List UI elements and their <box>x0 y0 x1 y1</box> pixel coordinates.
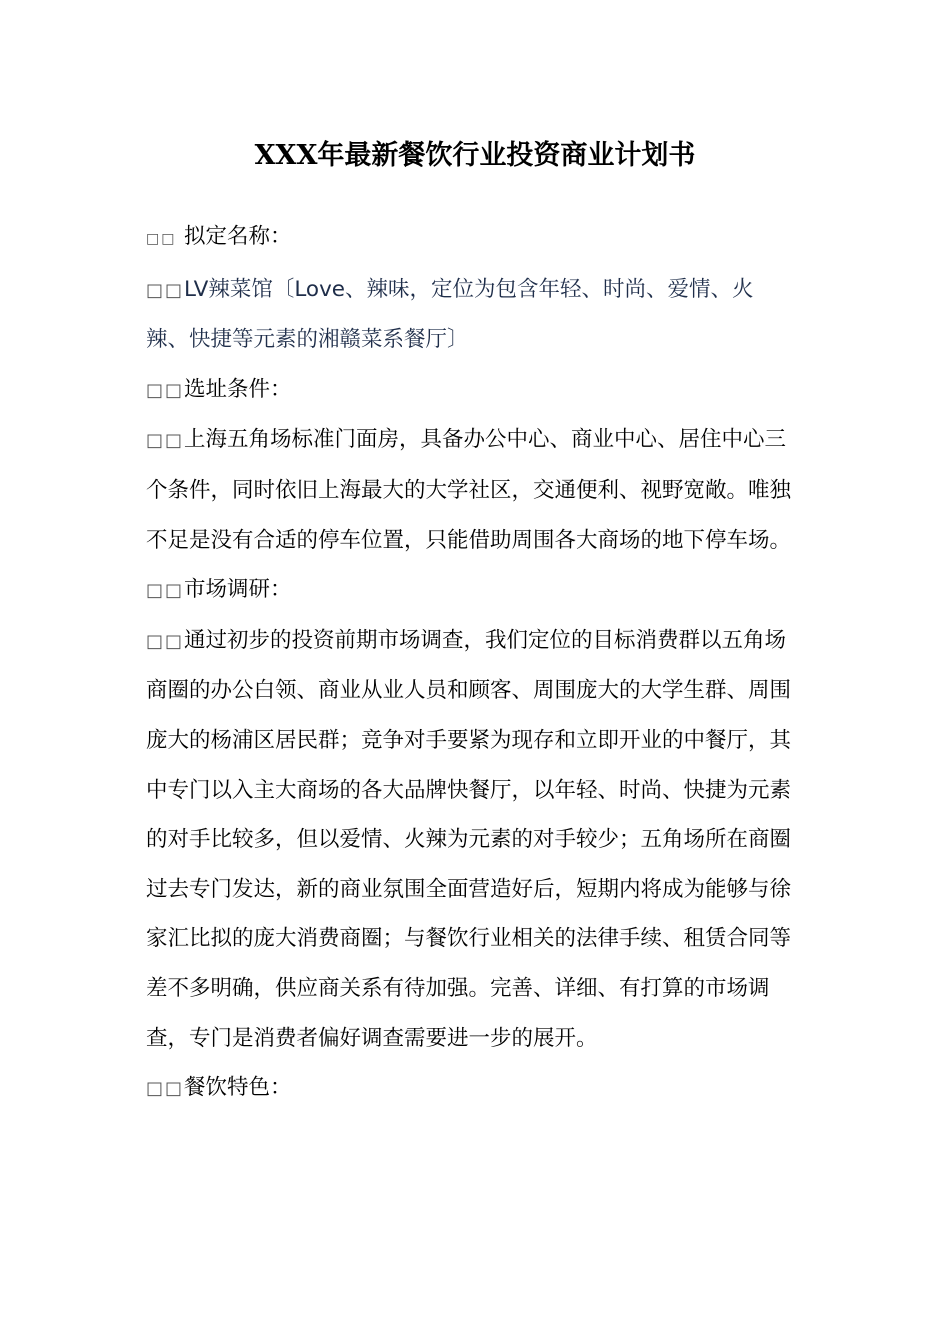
bullet-icon: □□ <box>146 379 185 401</box>
paragraph-text: 选址条件： <box>184 376 292 402</box>
bullet-icon: □□ <box>146 630 185 652</box>
paragraph-text: 餐饮特色： <box>184 1075 292 1101</box>
paragraph-market-research <box>146 616 796 1063</box>
paragraph-proposed-name <box>146 212 796 265</box>
paragraph-restaurant-name <box>146 265 796 365</box>
paragraph-features-heading <box>146 1063 796 1114</box>
paragraph-text: LV辣菜馆〔Love、辣味，定位为包含年轻、时尚、爱情、火辣、快捷等元素的湘赣菜系餐厅〕 <box>146 276 754 353</box>
paragraph-market-heading <box>146 565 796 616</box>
paragraph-text: 市场调研： <box>184 577 292 603</box>
paragraph-text: 上海五角场标准门面房，具备办公中心、商业中心、居住中心三个条件，同时依旧上海最大的大学社区，交通便利、视野宽敞。唯独不足是没有合适的停车位置，只能借助周围各大商场的地下停车场。 <box>146 427 792 553</box>
bullet-icon: □□ <box>146 430 185 452</box>
document-title: XXX年最新餐饮行业投资商业计划书 <box>254 140 696 171</box>
bullet-icon: □□ <box>146 1078 185 1100</box>
document-body <box>146 212 796 1114</box>
paragraph-text: 拟定名称： <box>184 224 292 249</box>
bullet-icon: □□ <box>146 231 177 247</box>
paragraph-site-heading <box>146 365 796 416</box>
bullet-icon: □□ <box>146 580 185 602</box>
paragraph-text: 通过初步的投资前期市场调查，我们定位的目标消费群以五角场商圈的办公白领、商业从业人员和顾客、周围庞大的大学生群、周围庞大的杨浦区居民群；竞争对手要紧为现存和立即开业的中餐厅，其中专门以入主大商场的各大品牌快餐厅，以年轻、时尚、快捷为元素的对手比较多，但以爱情、火辣为元素的对手较少；五角场所在商圈过去专门发达，新的商业氛围全面营造好后，短期内将成为能够与徐家汇比拟的庞大消费商圈；与餐饮行业相关的法律手续、租赁合同等差不多明确，供应商关系有待加强。完善、详细、有打算的市场调查，专门是消费者偏好调查需要进一步的展开。 <box>146 627 792 1051</box>
paragraph-site-conditions <box>146 415 796 565</box>
bullet-icon: □□ <box>146 279 185 301</box>
